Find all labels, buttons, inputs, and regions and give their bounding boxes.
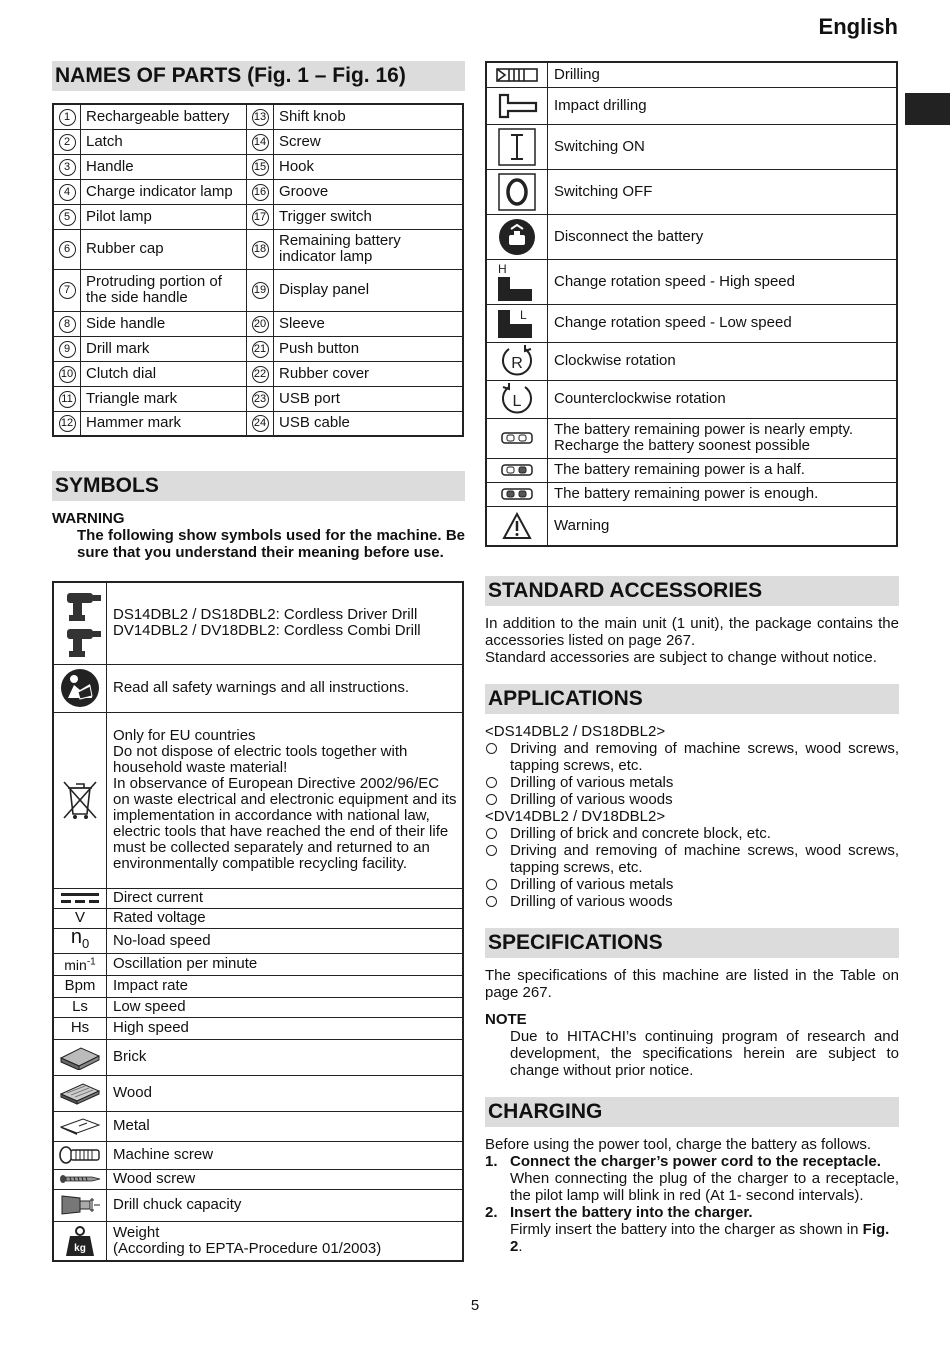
symbol-cell	[53, 997, 107, 1017]
symbol-row	[53, 1189, 463, 1221]
disconnect-battery-icon	[487, 217, 547, 257]
symbol-row	[53, 975, 463, 997]
brick-icon	[54, 1044, 106, 1070]
part-number: 9	[59, 341, 76, 358]
symbol-cell	[486, 259, 548, 304]
part-name: Rubber cap	[81, 229, 247, 269]
part-number-cell	[247, 411, 274, 436]
symbol-description: Wood screw	[107, 1169, 464, 1189]
symbol-description: Direct current	[107, 888, 464, 908]
symbol-row	[53, 664, 463, 712]
step2-heading: Insert the battery into the charger.	[510, 1204, 753, 1221]
weight-icon	[54, 1225, 106, 1257]
part-number-cell	[53, 104, 81, 129]
applications-group1: <DS14DBL2 / DS18DBL2>	[485, 723, 666, 740]
part-number: 16	[252, 184, 269, 201]
part-number: 20	[252, 316, 269, 333]
symbol-cell	[53, 1169, 107, 1189]
symbol-cell	[53, 664, 107, 712]
symbol-description: Machine screw	[107, 1141, 464, 1169]
symbol-cell	[53, 1075, 107, 1111]
parts-row	[53, 336, 463, 361]
part-number-cell	[53, 361, 81, 386]
specifications-text: The specifications of this machine are listed in the Table on page 267.	[485, 967, 899, 1001]
symbol-row	[486, 342, 897, 380]
symbol-description: Change rotation speed - Low speed	[548, 304, 898, 342]
parts-row	[53, 129, 463, 154]
symbol-cell	[486, 506, 548, 546]
page-number: 5	[470, 1297, 480, 1314]
part-number: 15	[252, 159, 269, 176]
step1-number: 1.	[485, 1153, 498, 1170]
accessories-text	[485, 615, 899, 666]
symbol-row	[486, 304, 897, 342]
parts-row	[53, 204, 463, 229]
charging-body	[485, 1136, 899, 1255]
symbol-cell	[53, 1039, 107, 1075]
symbol-description: Metal	[107, 1111, 464, 1141]
symbol-row	[53, 997, 463, 1017]
part-number-cell	[247, 204, 274, 229]
part-number-cell	[53, 229, 81, 269]
parts-row	[53, 386, 463, 411]
battery-half-icon	[487, 463, 547, 477]
symbol-cell	[53, 1221, 107, 1261]
symbol-cell	[53, 1189, 107, 1221]
part-name: Drill mark	[81, 336, 247, 361]
part-number-cell	[53, 336, 81, 361]
part-name: Latch	[81, 129, 247, 154]
clockwise-icon	[487, 343, 547, 379]
symbol-row	[53, 908, 463, 928]
part-number: 5	[59, 209, 76, 226]
part-number: 8	[59, 316, 76, 333]
switch-off-icon	[487, 172, 547, 212]
symbol-cell	[486, 214, 548, 259]
parts-table	[52, 103, 464, 437]
symbol-description: The battery remaining power is nearly empty. Recharge the battery soonest possible	[548, 418, 898, 458]
svg-text:L: L	[520, 308, 527, 322]
part-number: 17	[252, 209, 269, 226]
svg-text:R: R	[511, 355, 523, 372]
symbol-cell	[486, 124, 548, 169]
wood-icon	[54, 1080, 106, 1106]
part-number-cell	[247, 361, 274, 386]
symbol-label: $n_0$	[70, 926, 90, 951]
symbol-description: Disconnect the battery	[548, 214, 898, 259]
symbol-description: Change rotation speed - High speed	[548, 259, 898, 304]
section-tab-marker	[905, 93, 950, 125]
drilling-icon	[487, 67, 547, 83]
parts-row	[53, 411, 463, 436]
applications-group2: <DV14DBL2 / DV18DBL2>	[485, 808, 666, 825]
parts-row	[53, 361, 463, 386]
step2-body-text: Firmly insert the battery into the charger as shown in	[510, 1221, 863, 1238]
part-number: 3	[59, 159, 76, 176]
part-number-cell	[247, 336, 274, 361]
part-number: 24	[252, 415, 269, 432]
part-number-cell	[53, 129, 81, 154]
part-name: Groove	[274, 179, 464, 204]
symbol-row	[486, 418, 897, 458]
application-item: Driving and removing of machine screws, wood screws, tapping screws, etc.	[485, 842, 899, 876]
symbol-cell	[486, 342, 548, 380]
svg-text:L: L	[512, 393, 522, 410]
accessories-p2: Standard accessories are subject to change without notice.	[485, 649, 877, 666]
part-number: 11	[59, 391, 76, 408]
symbol-cell	[53, 928, 107, 953]
symbol-cell	[486, 87, 548, 124]
counterclockwise-icon	[487, 381, 547, 417]
symbol-description: Wood	[107, 1075, 464, 1111]
symbol-cell	[486, 380, 548, 418]
step2-end: .	[518, 1238, 523, 1255]
symbol-description: Weight (According to EPTA-Procedure 01/2003)	[107, 1221, 464, 1261]
symbol-cell	[53, 1141, 107, 1169]
low-speed-icon	[487, 306, 547, 340]
language-label: English	[818, 14, 898, 39]
symbol-description: Oscillation per minute	[107, 953, 464, 975]
symbol-row	[53, 1075, 463, 1111]
wood-screw-icon	[54, 1174, 106, 1184]
note-label: NOTE	[485, 1011, 527, 1028]
symbol-description: Only for EU countries Do not dispose of electric tools together with household waste material! In observance of European Directive 2002/96/EC on waste electrical and electronic equipment and its implementation in accordance with national law, electric tools that have reached the end of their life must be collected separately and returned to an environmentally compatible recycling facility.	[107, 712, 464, 888]
parts-row	[53, 104, 463, 129]
parts-row	[53, 311, 463, 336]
part-number: 7	[59, 282, 76, 299]
part-name: Push button	[274, 336, 464, 361]
part-name: Sleeve	[274, 311, 464, 336]
symbol-row	[53, 1017, 463, 1039]
part-number: 10	[59, 366, 76, 383]
symbol-row	[486, 458, 897, 482]
direct-current-icon	[54, 891, 106, 905]
part-name: Charge indicator lamp	[81, 179, 247, 204]
part-number-cell	[53, 311, 81, 336]
part-name: Screw	[274, 129, 464, 154]
step1-body: When connecting the plug of the charger to a receptacle, the pilot lamp will blink in red (At 1- second intervals).	[510, 1170, 899, 1204]
part-number: 1	[59, 109, 76, 126]
part-number-cell	[53, 179, 81, 204]
symbol-row	[486, 482, 897, 506]
symbol-label: $\min^{-1}$	[64, 956, 96, 973]
applications-body	[485, 723, 899, 910]
symbol-description: Clockwise rotation	[548, 342, 898, 380]
symbol-row	[486, 506, 897, 546]
part-name: Remaining battery indicator lamp	[274, 229, 464, 269]
symbol-description: Counterclockwise rotation	[548, 380, 898, 418]
symbol-cell	[486, 458, 548, 482]
part-number-cell	[247, 386, 274, 411]
symbol-description: Read all safety warnings and all instructions.	[107, 664, 464, 712]
symbol-row	[486, 87, 897, 124]
part-number-cell	[53, 386, 81, 411]
part-name: Hook	[274, 154, 464, 179]
warning-triangle-icon	[487, 512, 547, 540]
symbol-label: Ls	[72, 998, 88, 1015]
part-number: 2	[59, 134, 76, 151]
drill-icon	[54, 587, 106, 659]
parts-row	[53, 154, 463, 179]
drill-chuck-icon	[54, 1192, 106, 1218]
part-name: Handle	[81, 154, 247, 179]
part-name: Triangle mark	[81, 386, 247, 411]
high-speed-icon	[487, 261, 547, 303]
part-number: 6	[59, 241, 76, 258]
step2-number: 2.	[485, 1204, 498, 1221]
part-name: USB cable	[274, 411, 464, 436]
symbol-cell	[53, 975, 107, 997]
symbol-description: High speed	[107, 1017, 464, 1039]
note-text: Due to HITACHI’s continuing program of research and development, the specifications herein are subject to change without prior notice.	[510, 1028, 899, 1079]
symbol-row	[486, 62, 897, 87]
part-number: 19	[252, 282, 269, 299]
charging-heading: CHARGING	[485, 1097, 899, 1127]
symbol-row	[53, 1169, 463, 1189]
application-item: Drilling of various woods	[485, 893, 899, 910]
svg-text:H: H	[498, 261, 507, 276]
symbol-cell	[486, 62, 548, 87]
part-number-cell	[247, 229, 274, 269]
symbol-cell	[53, 1111, 107, 1141]
application-item: Drilling of various metals	[485, 876, 899, 893]
part-name: Display panel	[274, 269, 464, 311]
part-number-cell	[247, 129, 274, 154]
symbol-cell	[486, 169, 548, 214]
symbol-row	[53, 1111, 463, 1141]
part-name: USB port	[274, 386, 464, 411]
machine-screw-icon	[54, 1146, 106, 1164]
part-name: Hammer mark	[81, 411, 247, 436]
part-number-cell	[53, 204, 81, 229]
part-number: 14	[252, 134, 269, 151]
symbol-row	[53, 712, 463, 888]
accessories-heading: STANDARD ACCESSORIES	[485, 576, 899, 606]
battery-full-icon	[487, 487, 547, 501]
symbol-row	[53, 1221, 463, 1261]
symbol-row	[53, 582, 463, 664]
part-number: 23	[252, 391, 269, 408]
part-number: 18	[252, 241, 269, 258]
symbol-description: No-load speed	[107, 928, 464, 953]
warning-text: The following show symbols used for the machine. Be sure that you understand their meaning before use.	[77, 527, 465, 561]
step1-heading: Connect the charger’s power cord to the receptacle.	[510, 1153, 881, 1170]
parts-heading: NAMES OF PARTS (Fig. 1 – Fig. 16)	[52, 61, 465, 91]
part-number: 12	[59, 415, 76, 432]
parts-row	[53, 229, 463, 269]
symbol-description: The battery remaining power is enough.	[548, 482, 898, 506]
symbol-cell	[53, 888, 107, 908]
symbol-row	[53, 1141, 463, 1169]
parts-row	[53, 269, 463, 311]
applications-heading: APPLICATIONS	[485, 684, 899, 714]
symbol-row	[53, 953, 463, 975]
application-item: Drilling of various woods	[485, 791, 899, 808]
symbol-description: Low speed	[107, 997, 464, 1017]
symbol-description: The battery remaining power is a half.	[548, 458, 898, 482]
symbol-description: Warning	[548, 506, 898, 546]
fig-reference: Fig. 2	[510, 1221, 890, 1255]
symbol-description: Brick	[107, 1039, 464, 1075]
part-number-cell	[247, 104, 274, 129]
step2-body	[510, 1221, 899, 1255]
part-name: Shift knob	[274, 104, 464, 129]
symbol-row	[53, 928, 463, 953]
charging-intro: Before using the power tool, charge the battery as follows.	[485, 1136, 872, 1153]
symbol-description: Drilling	[548, 62, 898, 87]
svg-text:kg: kg	[74, 1242, 86, 1254]
warning-label: WARNING	[52, 510, 125, 527]
part-name: Rubber cover	[274, 361, 464, 386]
part-number-cell	[53, 411, 81, 436]
symbols-table	[52, 581, 464, 1262]
application-item: Drilling of various metals	[485, 774, 899, 791]
read-manual-icon	[54, 668, 106, 708]
part-name: Trigger switch	[274, 204, 464, 229]
symbol-row	[53, 888, 463, 908]
part-number-cell	[53, 269, 81, 311]
part-number: 13	[252, 109, 269, 126]
application-item: Driving and removing of machine screws, wood screws, tapping screws, etc.	[485, 740, 899, 774]
symbol-cell	[486, 482, 548, 506]
symbol-description: Switching OFF	[548, 169, 898, 214]
symbol-cell	[53, 712, 107, 888]
symbol-row	[486, 124, 897, 169]
battery-empty-icon	[487, 431, 547, 445]
part-name: Rechargeable battery	[81, 104, 247, 129]
symbol-cell	[53, 908, 107, 928]
symbol-cell	[53, 953, 107, 975]
symbols-heading: SYMBOLS	[52, 471, 465, 501]
symbol-description: DS14DBL2 / DS18DBL2: Cordless Driver Drill DV14DBL2 / DV18DBL2: Cordless Combi Drill	[107, 582, 464, 664]
part-name: Side handle	[81, 311, 247, 336]
part-number-cell	[247, 269, 274, 311]
part-number: 4	[59, 184, 76, 201]
part-name: Clutch dial	[81, 361, 247, 386]
symbol-row	[486, 169, 897, 214]
symbol-row	[486, 259, 897, 304]
symbol-row	[486, 214, 897, 259]
right-symbols-table	[485, 61, 898, 547]
switch-on-icon	[487, 127, 547, 167]
application-item: Drilling of brick and concrete block, etc.	[485, 825, 899, 842]
impact-drilling-icon	[487, 93, 547, 119]
symbol-cell	[486, 304, 548, 342]
specifications-heading: SPECIFICATIONS	[485, 928, 899, 958]
symbol-label: Bpm	[64, 977, 96, 994]
symbol-cell	[53, 582, 107, 664]
symbol-row	[53, 1039, 463, 1075]
parts-row	[53, 179, 463, 204]
part-name: Pilot lamp	[81, 204, 247, 229]
part-number-cell	[247, 179, 274, 204]
part-name: Protruding portion of the side handle	[81, 269, 247, 311]
weee-bin-icon	[54, 778, 106, 822]
symbol-description: Drill chuck capacity	[107, 1189, 464, 1221]
symbol-description: Impact drilling	[548, 87, 898, 124]
part-number: 21	[252, 341, 269, 358]
part-number: 22	[252, 366, 269, 383]
part-number-cell	[247, 154, 274, 179]
symbol-row	[486, 380, 897, 418]
symbol-label: V	[74, 909, 85, 926]
part-number-cell	[247, 311, 274, 336]
symbol-cell	[486, 418, 548, 458]
symbol-description: Switching ON	[548, 124, 898, 169]
part-number-cell	[53, 154, 81, 179]
symbol-label: Hs	[70, 1019, 90, 1036]
symbol-cell	[53, 1017, 107, 1039]
symbol-description: Rated voltage	[107, 908, 464, 928]
accessories-p1: In addition to the main unit (1 unit), the package contains the accessories listed on page 267.	[485, 615, 899, 649]
symbol-description: Impact rate	[107, 975, 464, 997]
metal-icon	[54, 1115, 106, 1137]
